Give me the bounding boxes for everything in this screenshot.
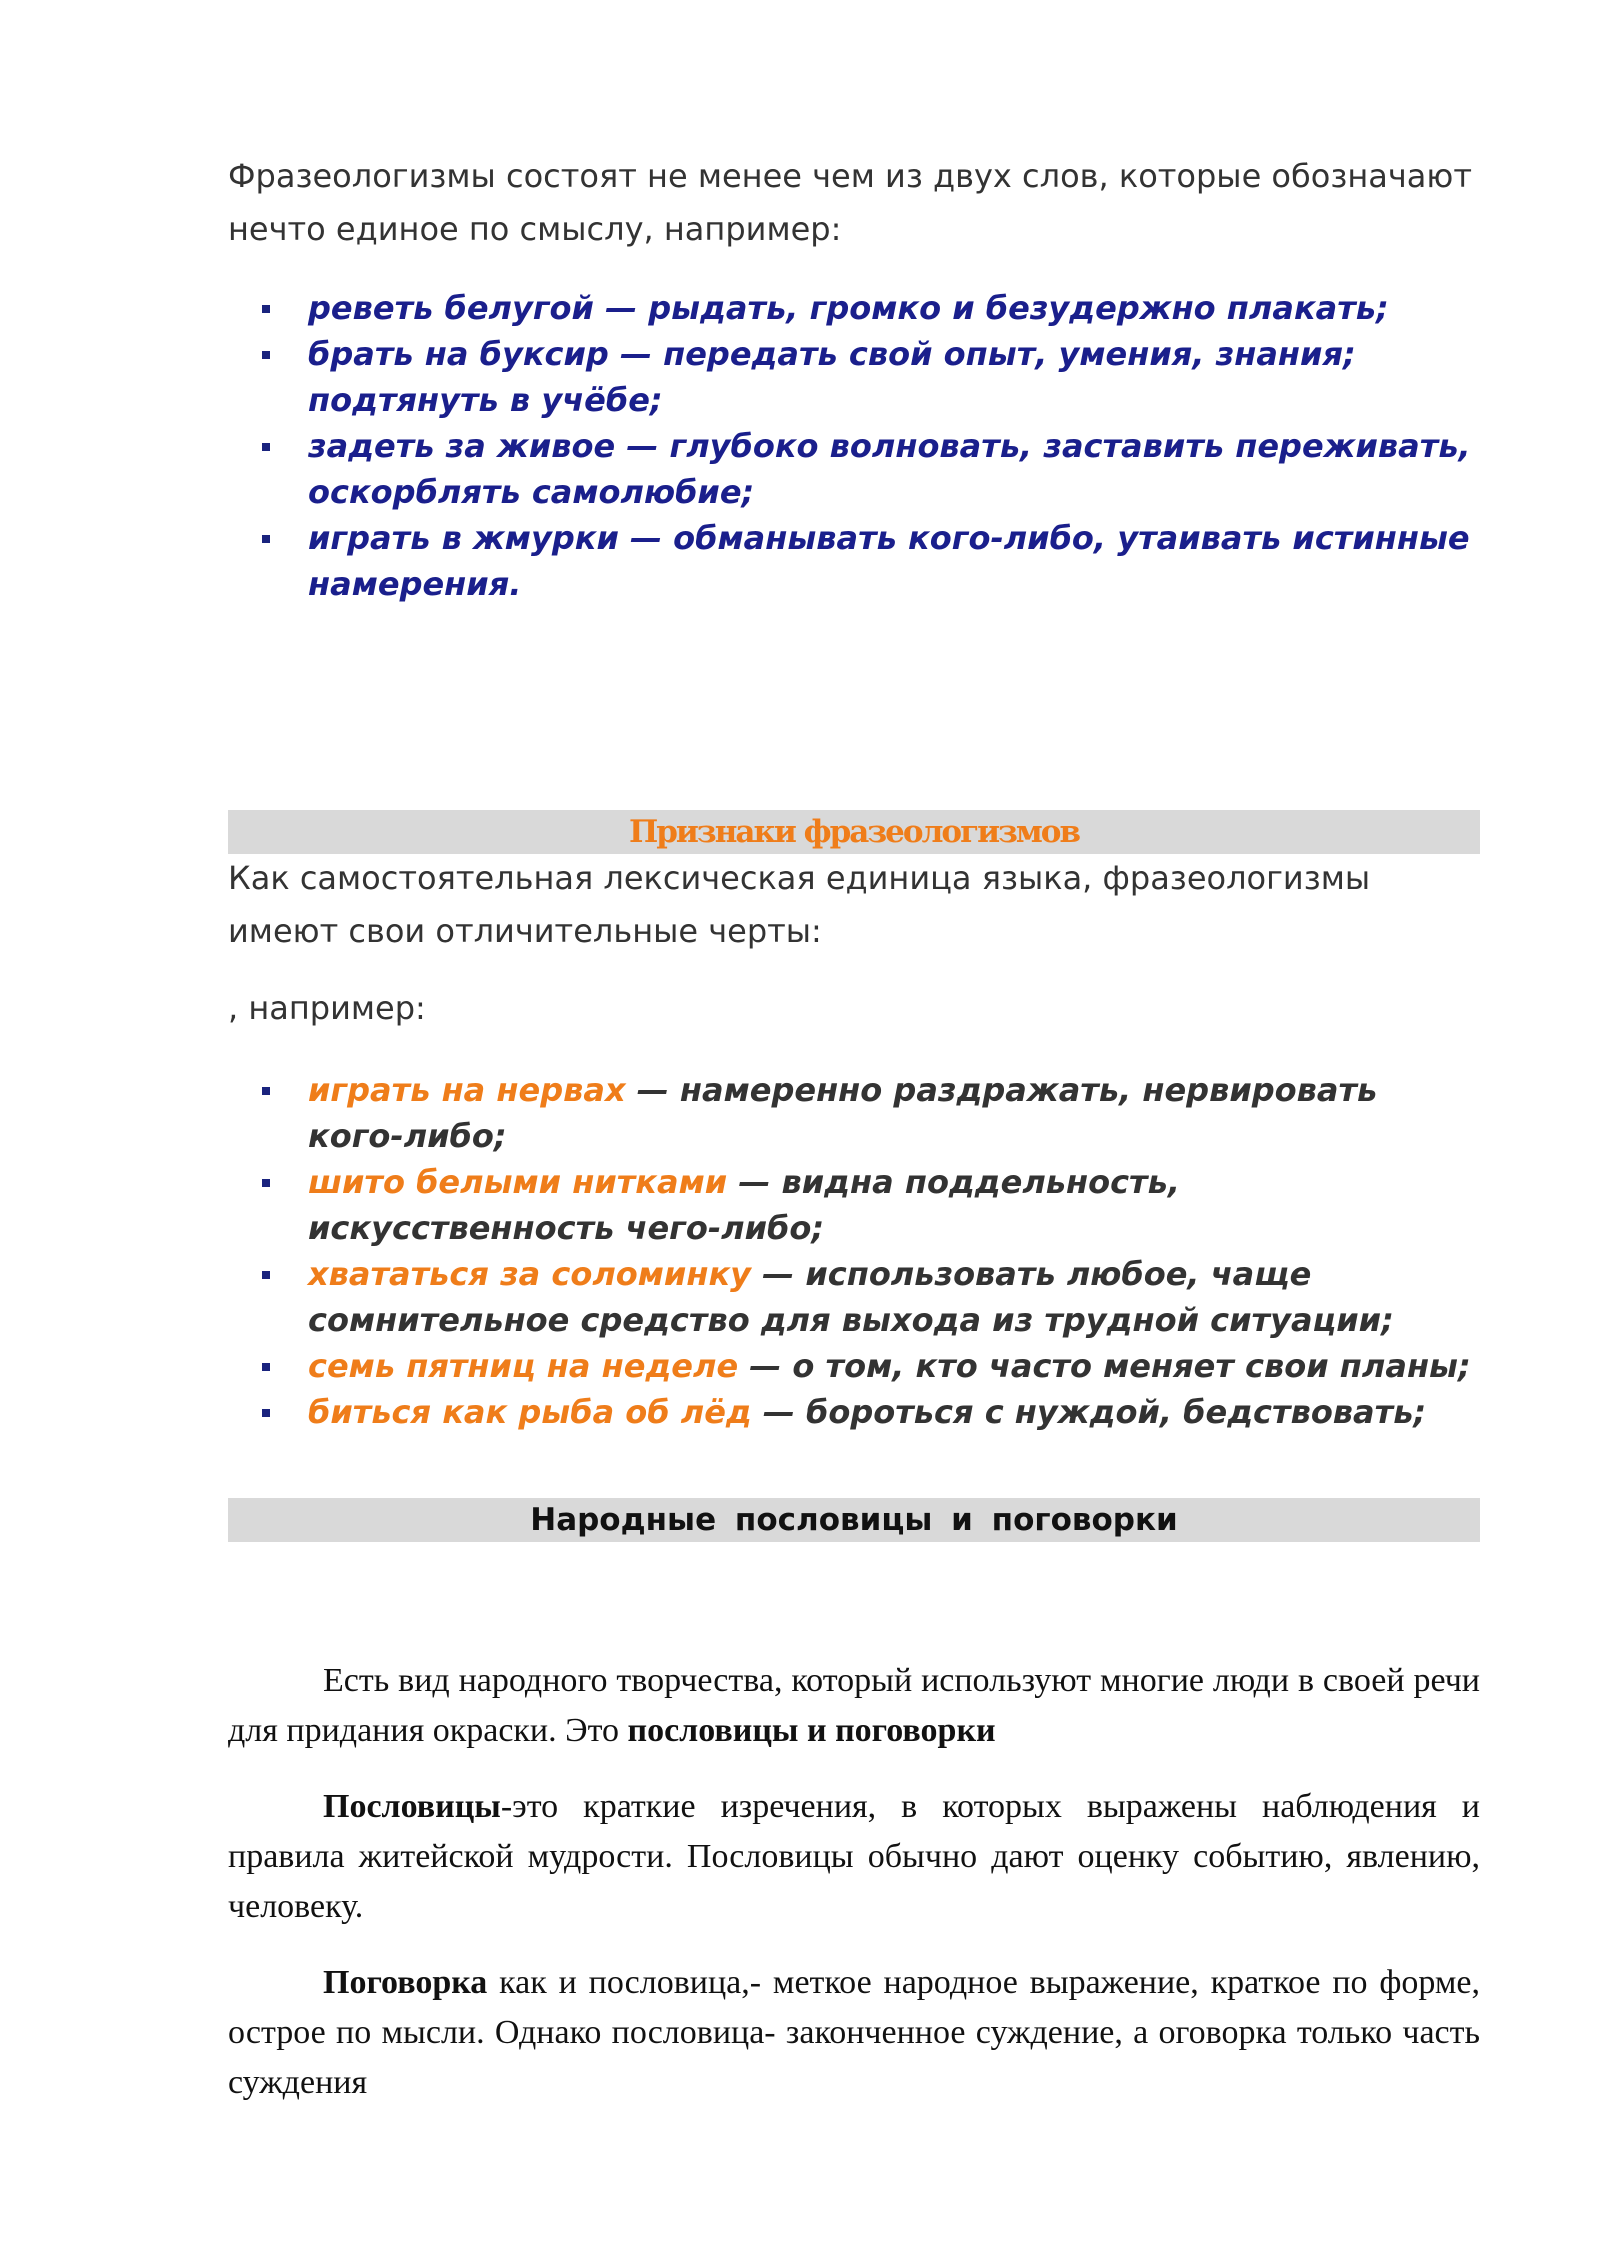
example-lead: , например: xyxy=(228,989,426,1027)
square-bullet-icon xyxy=(262,1087,270,1095)
list-item: брать на буксир — передать свой опыт, умения, знания; подтянуть в учёбе; xyxy=(228,331,1480,423)
square-bullet-icon xyxy=(262,1363,270,1371)
square-bullet-icon xyxy=(262,351,270,359)
section-heading-bar xyxy=(228,1498,1480,1542)
phrase: хвататься за соломинку xyxy=(308,1255,752,1293)
meaning: видна поддельность, искусственность чего-либо; xyxy=(308,1163,1180,1247)
list-item: биться как рыба об лёд — бороться с нуждой, бедствовать; xyxy=(228,1389,1480,1435)
phraseology-list-2 xyxy=(228,1067,1480,1435)
bold-term: Пословицы xyxy=(323,1788,501,1825)
square-bullet-icon xyxy=(262,535,270,543)
section-heading: Народные пословицы и поговорки xyxy=(530,1502,1178,1538)
proverbs-intro-paragraph: Есть вид народного творчества, который используют многие люди в своей речи для придания окраски. Это пословицы и поговорки xyxy=(228,1662,1480,1749)
meaning: бороться с нуждой, бедствовать; xyxy=(806,1393,1427,1431)
intro-paragraph: Фразеологизмы состоят не менее чем из двух слов, которые обозначают нечто единое по смыслу, например: xyxy=(228,157,1472,248)
list-item: хвататься за соломинку — использовать любое, чаще сомнительное средство для выхода из трудной ситуации; xyxy=(228,1251,1480,1343)
phraseology-list-1 xyxy=(228,285,1480,607)
phrase: играть в жмурки xyxy=(308,519,619,557)
phrase: реветь белугой xyxy=(308,289,594,327)
list-item: шито белыми нитками — видна поддельность, искусственность чего-либо; xyxy=(228,1159,1480,1251)
meaning: использовать любое, чаще сомнительное средство для выхода из трудной ситуации; xyxy=(308,1255,1394,1339)
phrase: семь пятниц на неделе xyxy=(308,1347,739,1385)
meaning: рыдать, громко и безудержно плакать; xyxy=(648,289,1389,327)
meaning: передать свой опыт, умения, знания; подтянуть в учёбе; xyxy=(308,335,1356,419)
square-bullet-icon xyxy=(262,1179,270,1187)
square-bullet-icon xyxy=(262,443,270,451)
meaning: обманывать кого-либо, утаивать истинные намерения. xyxy=(308,519,1470,603)
phrase: шито белыми нитками xyxy=(308,1163,728,1201)
square-bullet-icon xyxy=(262,1271,270,1279)
meaning: глубоко волновать, заставить переживать, оскорблять самолюбие; xyxy=(308,427,1471,511)
phrase: задеть за живое xyxy=(308,427,616,465)
proverb-definition-paragraph: Пословицы-это краткие изречения, в которых выражены наблюдения и правила житейской мудрости. Пословицы обычно дают оценку событию, явлению, человеку. xyxy=(228,1788,1480,1925)
list-item: задеть за живое — глубоко волновать, заставить переживать, оскорблять самолюбие; xyxy=(228,423,1480,515)
square-bullet-icon xyxy=(262,1409,270,1417)
bold-term: Поговорка xyxy=(323,1964,488,2001)
phrase: играть на нервах xyxy=(308,1071,626,1109)
saying-definition-paragraph: Поговорка как и пословица,- меткое народное выражение, краткое по форме, острое по мысли. Однако пословица- законченное суждение, а оговорка только часть суждения xyxy=(228,1964,1480,2101)
list-item: семь пятниц на неделе — о том, кто часто меняет свои планы; xyxy=(228,1343,1480,1389)
phrase: брать на буксир xyxy=(308,335,609,373)
features-paragraph: Как самостоятельная лексическая единица языка, фразеологизмы имеют свои отличительные черты: xyxy=(228,859,1371,950)
list-item: играть на нервах — намеренно раздражать, нервировать кого-либо; xyxy=(228,1067,1480,1159)
list-item: реветь белугой — рыдать, громко и безудержно плакать; xyxy=(228,285,1480,331)
section-heading: Признаки фразеологизмов xyxy=(628,814,1080,850)
square-bullet-icon xyxy=(262,305,270,313)
meaning: о том, кто часто меняет свои планы; xyxy=(792,1347,1471,1385)
meaning: намеренно раздражать, нервировать кого-либо; xyxy=(308,1071,1378,1155)
section-heading-bar xyxy=(228,810,1480,854)
bold-term: пословицы и поговорки xyxy=(627,1712,996,1749)
list-item: играть в жмурки — обманывать кого-либо, утаивать истинные намерения. xyxy=(228,515,1480,607)
phrase: биться как рыба об лёд xyxy=(308,1393,752,1431)
